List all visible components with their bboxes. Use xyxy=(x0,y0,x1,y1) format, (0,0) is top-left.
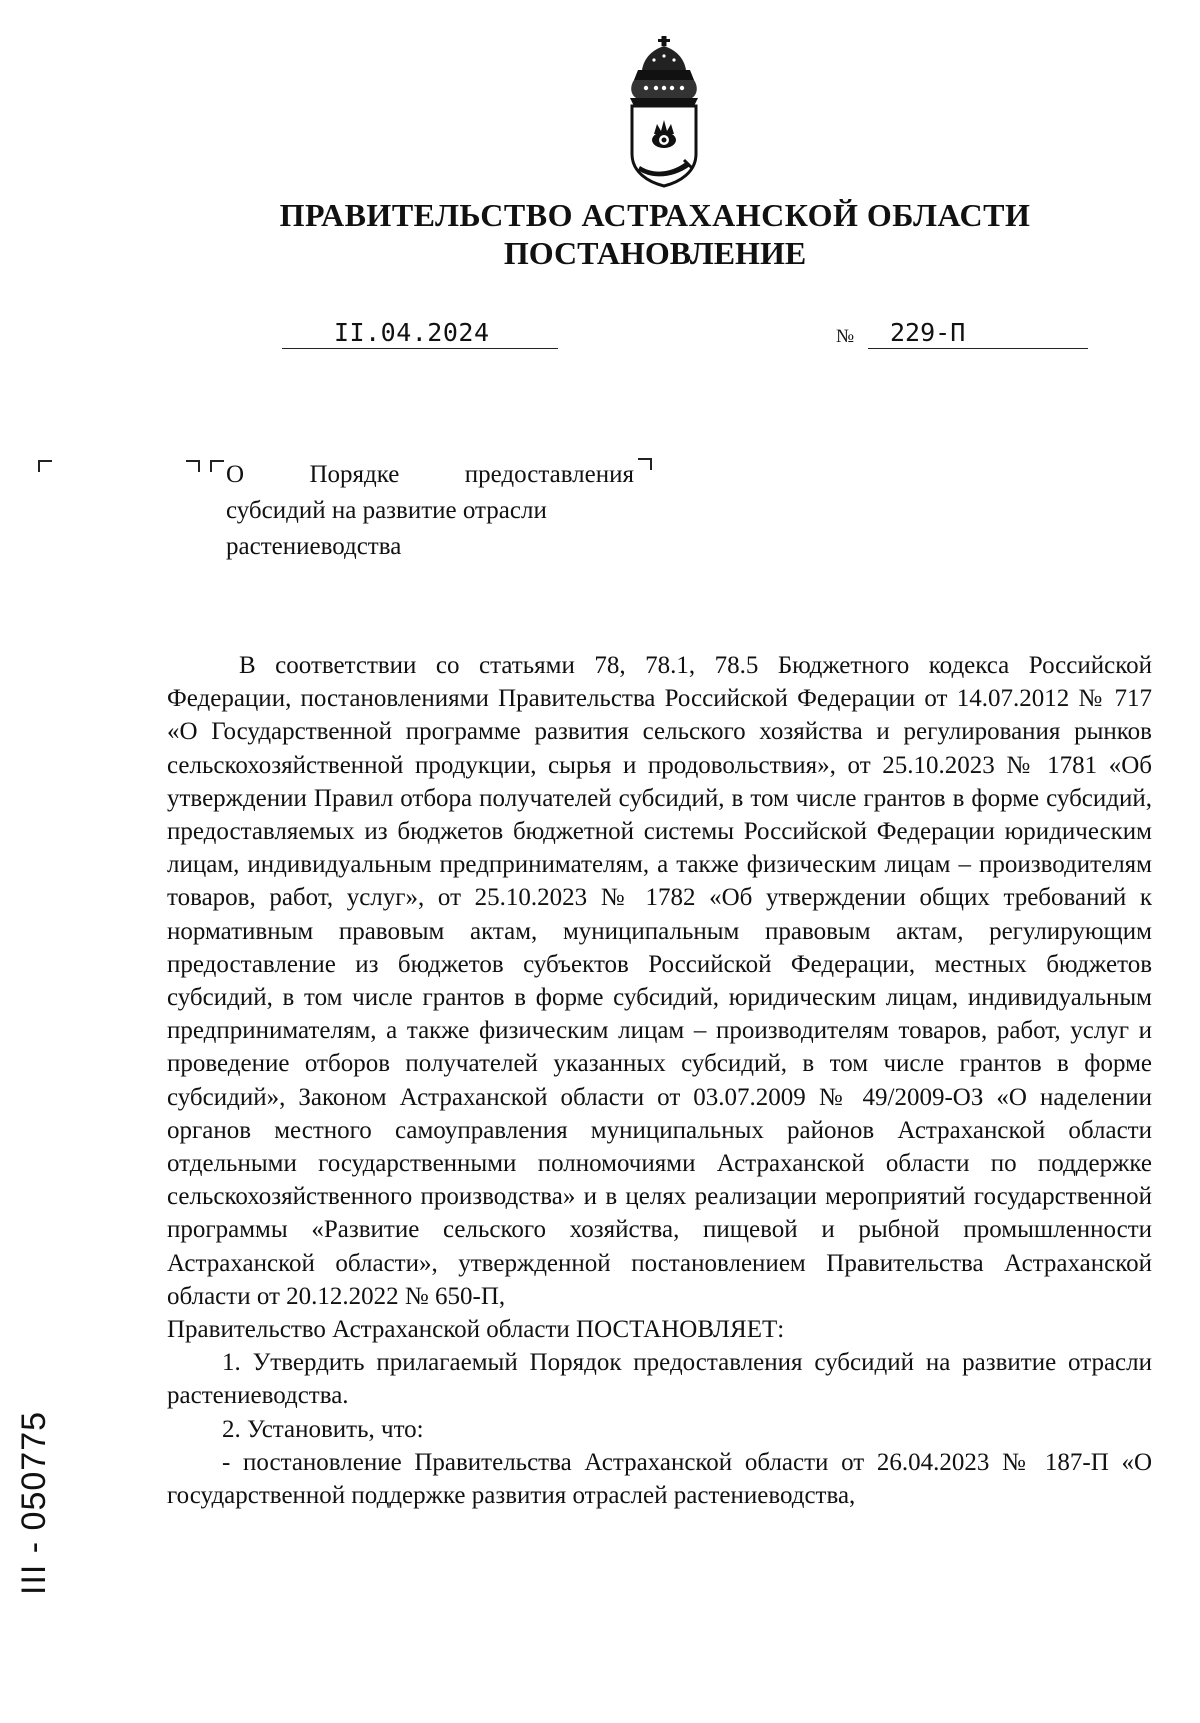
corner-mark xyxy=(186,460,200,472)
document-body xyxy=(167,649,1152,1512)
document-type: ПОСТАНОВЛЕНИЕ xyxy=(503,235,807,271)
subject-line-2: субсидий на развитие отрасли xyxy=(226,497,547,524)
organization-title: ПРАВИТЕЛЬСТВО АСТРАХАНСКОЙ ОБЛАСТИ xyxy=(279,197,1031,233)
subject-line-3: растениеводства xyxy=(226,533,402,560)
clause-2: 2. Установить, что: xyxy=(222,1415,424,1443)
clause-2-item: - постановление Правительства Астраханской области от 26.04.2023 № 187-П «О государственной поддержке развития отраслей растениеводства, xyxy=(167,1448,1152,1510)
resolves-line: Правительство Астраханской области ПОСТАНОВЛЯЕТ: xyxy=(167,1316,785,1344)
clause-1: 1. Утвердить прилагаемый Порядок предоставления субсидий на развитие отрасли растениеводства. xyxy=(167,1349,1152,1410)
coat-of-arms-emblem xyxy=(624,36,704,194)
document-date: II.04.2024 xyxy=(282,318,558,349)
side-registration-code xyxy=(14,1410,54,1595)
corner-mark xyxy=(210,460,224,472)
document-number: 229-П xyxy=(868,318,1088,349)
corner-mark xyxy=(638,458,652,470)
subject-line-1 xyxy=(226,457,634,493)
side-code-text: III - 050775 xyxy=(15,1410,53,1595)
preamble-paragraph: В соответствии со статьями 78, 78.1, 78.5 Бюджетного кодекса Российской Федерации, постановлениями Правительства Российской Федерации от 14.07.2012 № 717 «О Государственной программе развития сельского хозяйства и регулирования рынков сельскохозяйственной продукции, сырья и продовольствия», от 25.10.2023 № 1781 «Об утверждении Правил отбора получателей субсидий, в том числе грантов в форме субсидий, предоставляемых из бюджетов бюджетной системы Российской Федерации юридическим лицам, индивидуальным предпринимателям, а также физическим лицам – производителям товаров, работ, услуг», от 25.10.2023 № 1782 «Об утверждении общих требований к нормативным правовым актам, муниципальным правовым актам, регулирующим предоставление из бюджетов субъектов Российской Федерации, местных бюджетов субсидий, в том числе грантов в форме субсидий, юридическим лицам, индивидуальным предпринимателям, а также физическим лицам – производителям товаров, работ, услуг и проведение отборов получателей указанных субсидий, в том числе грантов в форме субсидий», Законом Астраханской области от 03.07.2009 № 49/2009-ОЗ «О наделении органов местного самоуправления муниципальных районов Астраханской области отдельными государственными полномочиями Астраханской области по поддержке сельскохозяйственного производства» и в целях реализации мероприятий государственной программы «Развитие сельского хозяйства, пищевой и рыбной промышленности Астраханской области», утвержденной постановлением Правительства Астраханской области от 20.12.2022 № 650-П, xyxy=(167,652,1152,1310)
number-sign: № xyxy=(836,326,855,347)
subject-word: О xyxy=(226,461,245,488)
document-subject xyxy=(226,457,634,565)
subject-word: предоставления xyxy=(464,461,634,488)
corner-mark xyxy=(38,460,52,472)
subject-word: Порядке xyxy=(309,461,400,488)
